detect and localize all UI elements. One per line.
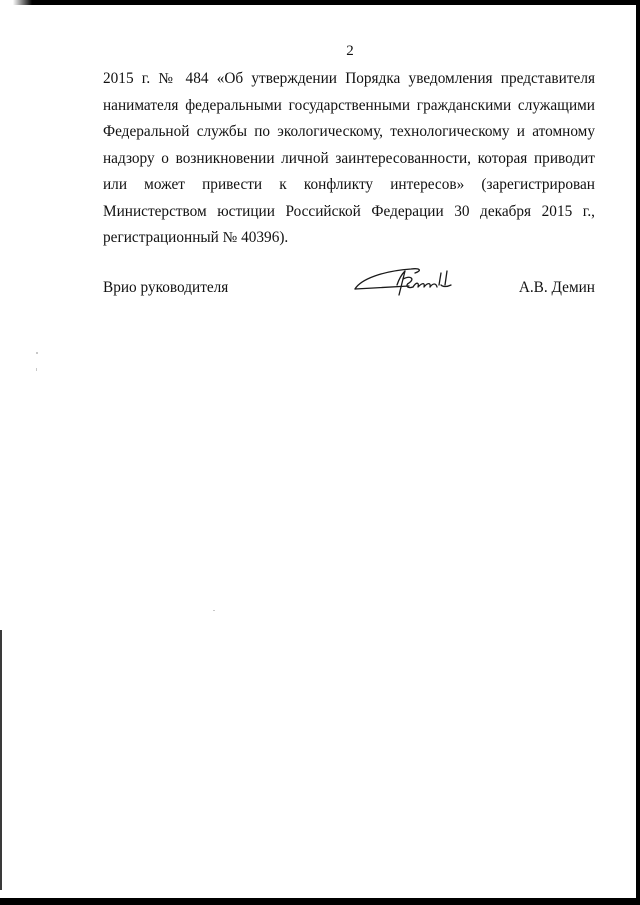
page-number: 2 (346, 43, 354, 59)
handwritten-signature-icon (353, 265, 483, 305)
scan-speck (213, 610, 215, 611)
scan-border-right (636, 0, 640, 905)
signature-block (103, 275, 595, 305)
body-line: надзору о возникновении личной заинтересованности, которая приводит (103, 149, 595, 167)
scan-border-top (0, 0, 640, 5)
body-line: Министерством юстиции Российской Федерации 30 декабря 2015 г., (103, 202, 595, 220)
signer-position: Врио руководителя (103, 279, 229, 296)
scan-speck (36, 368, 37, 371)
scan-border-left (0, 630, 2, 890)
scan-speck (36, 352, 38, 354)
body-line: или может привести к конфликту интересов» (зарегистрирован (103, 176, 595, 193)
scan-border-bottom (0, 898, 640, 905)
document-body (103, 66, 595, 252)
body-line: нанимателя федеральными государственными гражданскими служащими (103, 96, 595, 114)
body-line: регистрационный № 40396). (103, 229, 289, 246)
signer-name: А.В. Демин (518, 279, 595, 296)
body-line: Федеральной службы по экологическому, технологическому и атомному (103, 123, 595, 140)
body-line: 2015 г. № 484 «Об утверждении Порядка уведомления представителя (103, 70, 595, 87)
